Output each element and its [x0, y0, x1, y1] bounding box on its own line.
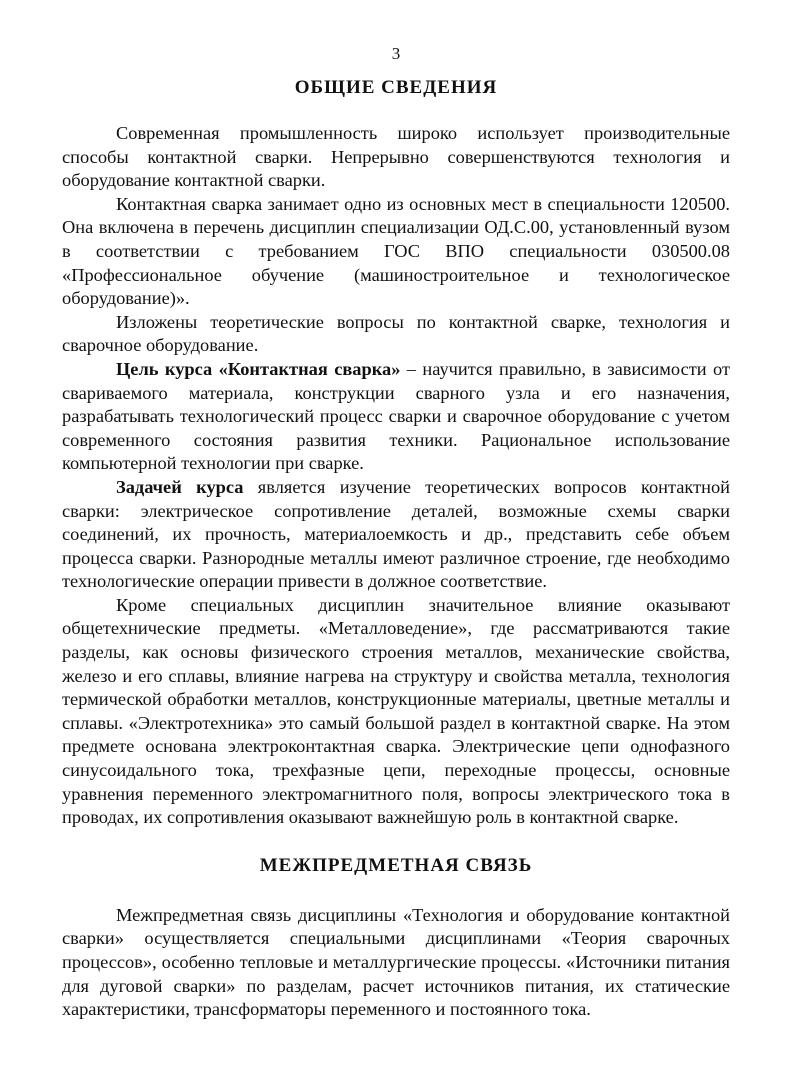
paragraph: Кроме специальных дисциплин значительное влияние оказывают общетехнические предметы. «Металловедение», где рассматриваются такие разделы, как основы физического строения металлов, механические свойства, железо и его сплавы, влияние нагрева на структуру и свойства металла, технология термической обработки металлов, конструкционные материалы, цветные металлы и сплавы. «Электротехника» это самый большой раздел в контактной сварке. На этом предмете основана электроконтактная сварка. Электрические цепи однофазного синусоидального тока, трехфазные цепи, переходные процессы, основные уравнения переменного электромагнитного поля, вопросы электрического тока в проводах, их сопротивления оказывают важнейшую роль в контактной сварке.	[62, 594, 730, 828]
paragraph: Контактная сварка занимает одно из основных мест в специальности 120500. Она включена в перечень дисциплин специализации ОД.С.00, установленный вузом в соответствии с требованием ГОС ВПО специальности 030500.08 «Профессиональное обучение (машиностроительное и технологическое оборудование)».	[62, 193, 730, 309]
paragraph-course-task	[62, 476, 730, 594]
section-title-interdisciplinary: МЕЖПРЕДМЕТНАЯ СВЯЗЬ	[259, 854, 533, 876]
paragraph: Изложены теоретические вопросы по контактной сварке, технология и сварочное оборудование.	[62, 311, 730, 356]
section-title-general-info: ОБЩИЕ СВЕДЕНИЯ	[294, 77, 498, 98]
paragraph: Современная промышленность широко использует производительные способы контактной сварки. Непрерывно совершенствуются технология и оборудование контактной сварки.	[62, 123, 730, 191]
course-task-label: Задачей курса	[116, 476, 244, 497]
course-goal-text: – научится правильно, в зависимости от свариваемого материала, конструкции сварного узла и его назначения, разрабатывать технологический процесс сварки и сварочное оборудование с учетом современного состояния развития техники. Рациональное использование компьютерной технологии при сварке.	[62, 358, 730, 474]
page-number: 3	[391, 44, 401, 63]
paragraph-course-goal	[62, 358, 730, 476]
course-goal-label: Цель курса «Контактная сварка»	[116, 358, 401, 379]
paragraph: Межпредметная связь дисциплины «Технология и оборудование контактной сварки» осуществляется специальными дисциплинами «Теория сварочных процессов», особенно тепловые и металлургические процессы. «Источники питания для дуговой сварки» по разделам, расчет источников питания, их статические характеристики, трансформаторы переменного и постоянного тока.	[62, 904, 730, 1020]
course-task-text: является изучение теоретических вопросов контактной сварки: электрическое сопротивление деталей, возможные схемы сварки соединений, их прочность, материалоемкость и др., представить себе объем процесса сварки. Разнородные металлы имеют различное строение, где необходимо технологические операции привести в должное соответствие.	[62, 476, 731, 592]
